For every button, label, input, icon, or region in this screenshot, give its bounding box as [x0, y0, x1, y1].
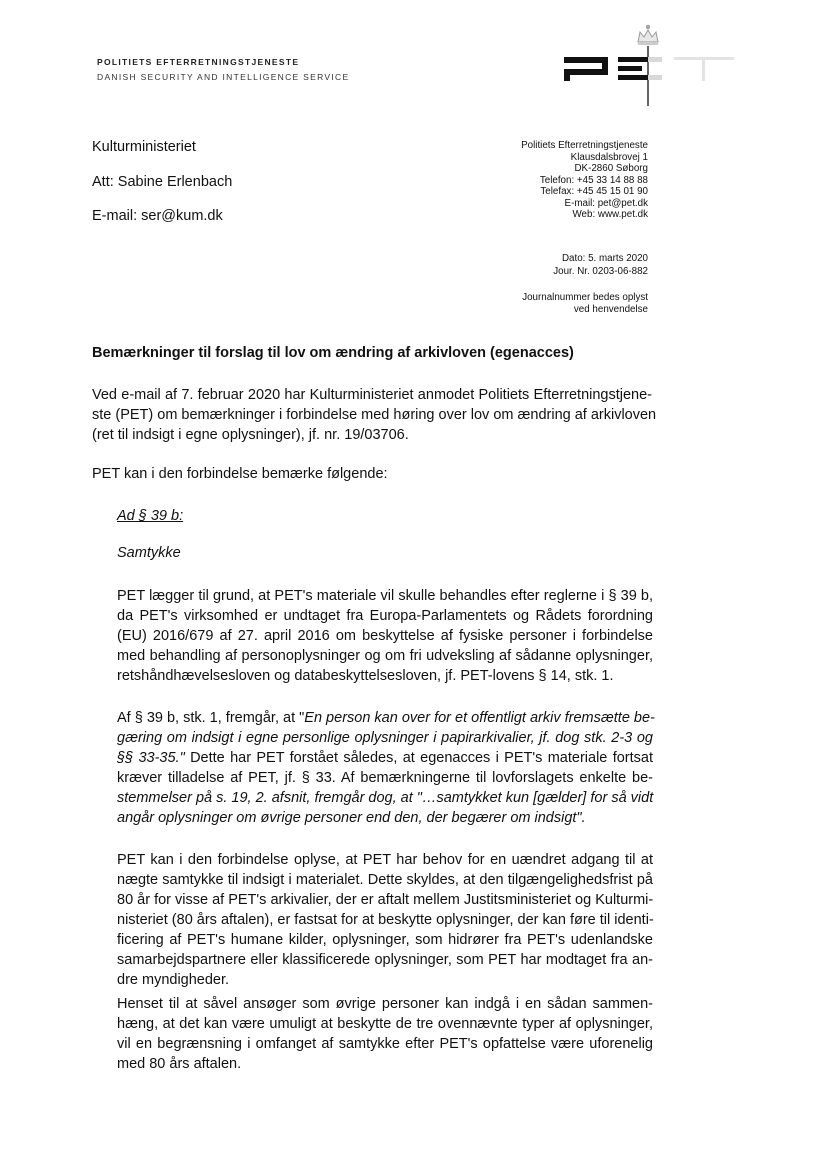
body-paragraph-2 [117, 708, 653, 828]
date-block [553, 253, 648, 278]
section-heading: Ad § 39 b: [117, 508, 184, 524]
text-span: Af § 39 b, stk. 1, fremgår, at " [117, 710, 305, 726]
lead-sentence: PET kan i den forbindelse bemærke følgende: [92, 466, 388, 482]
text-line: vil en begrænsning i omfanget af samtykke efter PET's opfattelse være uforenelig [117, 1036, 653, 1052]
sender-address-block [521, 140, 648, 221]
letter-subject: Bemærkninger til forslag til lov om ændring af arkivloven (egenacces) [92, 345, 574, 361]
text-line: da PET's virksomhed er undtaget fra Europa-Parlamentets og Rådets forordning [117, 608, 653, 624]
journal-number: Jour. Nr. 0203-06-882 [553, 265, 648, 277]
text-line: dre myndigheder. [117, 972, 230, 988]
text-line: (EU) 2016/679 af 27. april 2016 om beskyttelse af fysiske personer i forbindelse [117, 628, 653, 644]
agency-name-danish: POLITIETS EFTERRETNINGSTJENESTE [97, 57, 300, 67]
text-line: (ret til indsigt i egne oplysninger), jf. nr. 19/03706. [92, 427, 409, 443]
text-line: nisteriet (80 års aftalen), er fastsat for at beskytte oplysninger, der kan føre til identi- [117, 912, 654, 928]
body-paragraph-1 [117, 586, 653, 686]
agency-name-english: DANISH SECURITY AND INTELLIGENCE SERVICE [97, 72, 350, 82]
text-line [117, 748, 653, 768]
text-span: Dette har PET forstået således, at egenacces i PET's materiale fortsat [184, 750, 653, 766]
text-span: ". [576, 810, 586, 826]
sender-web: Web: www.pet.dk [572, 209, 648, 220]
quote-span: §§ 33-35." [117, 750, 185, 766]
text-line [117, 708, 653, 728]
sender-phone: Telefon: +45 33 14 88 88 [539, 174, 648, 186]
text-line: Ved e-mail af 7. februar 2020 har Kulturministeriet anmodet Politiets Efterretningstjene- [92, 387, 652, 403]
recipient-organisation: Kulturministeriet [92, 139, 196, 155]
letter-date: Dato: 5. marts 2020 [561, 253, 648, 264]
text-line: samarbejdspartnere eller klassificerede oplysninger, som PET har modtaget fra an- [117, 952, 653, 968]
text-line: med behandling af personoplysninger og om fri udveksling af sådanne oplysninger, [117, 648, 653, 664]
text-line: ste (PET) om bemærkninger i forbindelse med høring over lov om ændring af arkivloven [92, 407, 657, 423]
sender-name: Politiets Efterretningstjeneste [521, 140, 648, 151]
crown-icon [638, 25, 658, 44]
quote-line: stemmelser på s. 19, 2. afsnit, fremgår dog, at "…samtykket kun [gælder] for så vidt [117, 790, 654, 806]
sender-email: E-mail: pet@pet.dk [564, 197, 648, 209]
text-line: PET kan i den forbindelse oplyse, at PET har behov for en uændret adgang til at [117, 852, 653, 868]
subsection-heading: Samtykke [117, 545, 181, 561]
text-line: 80 år for visse af PET's arkivalier, der er aftalt mellem Justitsministeriet og Kulturmi- [117, 892, 654, 908]
sender-fax: Telefax: +45 45 15 01 90 [540, 186, 648, 197]
sender-city: DK-2860 Søborg [574, 163, 648, 174]
text-line: nægte samtykke til indsigt i materialet. Dette skyldes, at den tilgængelighedsfrist på [117, 872, 653, 888]
journal-note-line: ved henvendelse [573, 304, 648, 315]
text-line: retshåndhævelsesloven og databeskyttelsesloven, jf. PET-lovens § 14, stk. 1. [117, 668, 614, 684]
quote-line: gæring om indsigt i egne personlige oplysninger i papirarkivalier, jf. dog stk. 2-3 og [117, 730, 653, 746]
text-line: med 80 års aftalen. [117, 1056, 242, 1072]
text-line: kræver tilladelse af PET, jf. § 33. Af bemærkningerne til lovforslagets enkelte be- [117, 770, 653, 786]
sender-street: Klausdalsbrovej 1 [570, 151, 648, 163]
text-line: Henset til at såvel ansøger som øvrige personer kan indgå i en sådan sammen- [117, 996, 653, 1012]
text-line: PET lægger til grund, at PET's materiale vil skulle behandles efter reglerne i § 39 b, [117, 588, 653, 604]
recipient-email: E-mail: ser@kum.dk [92, 208, 223, 224]
text-line: ficering af PET's humane kilder, oplysninger, som hidrører fra PET's udenlandske [117, 932, 653, 948]
quote-line [117, 808, 653, 828]
quote-span: angår oplysninger om øvrige personer end den, der begærer om indsigt [117, 810, 577, 826]
body-paragraph-3 [117, 850, 653, 990]
intro-paragraph [92, 385, 657, 445]
body-paragraph-4 [117, 994, 653, 1074]
journal-note [522, 292, 648, 316]
recipient-attention: Att: Sabine Erlenbach [92, 174, 233, 190]
journal-note-line: Journalnummer bedes oplyst [522, 292, 648, 303]
quote-span: En person kan over for et offentligt arkiv fremsætte be- [304, 710, 655, 726]
text-line: hæng, at det kan være umuligt at beskytte de tre ovennævnte typer af oplysninger, [117, 1016, 653, 1032]
pet-logo [562, 20, 742, 110]
